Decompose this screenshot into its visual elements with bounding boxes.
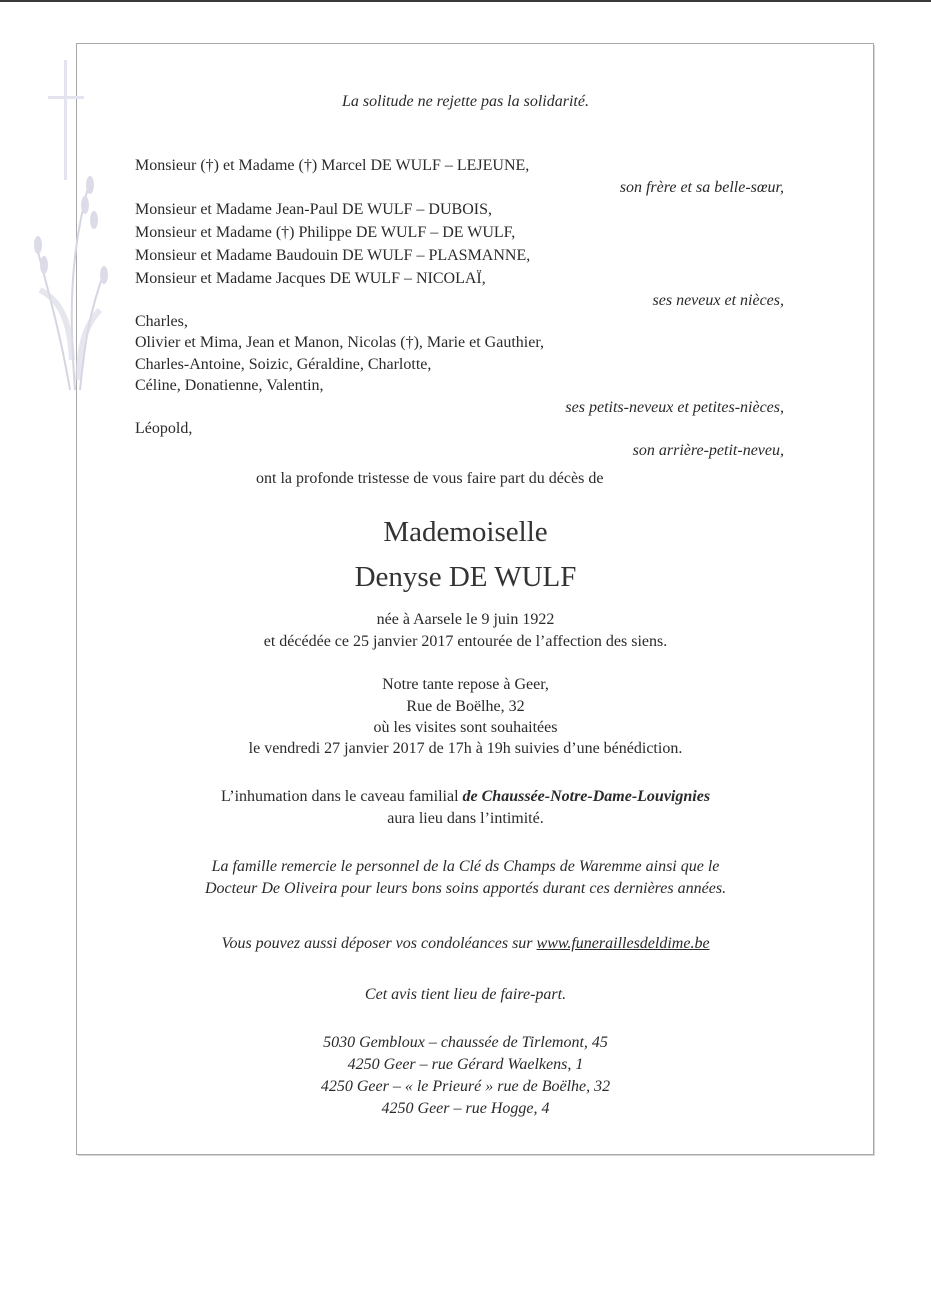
nephew-line: Monsieur et Madame Baudouin DE WULF – PLASMANNE, xyxy=(135,247,531,264)
burial-place: de Chaussée-Notre-Dame-Louvignies xyxy=(462,788,711,805)
condolences-link[interactable]: www.funeraillesdeldime.be xyxy=(536,935,710,952)
grand-nephew-line: Céline, Donatienne, Valentin, xyxy=(135,377,324,394)
condolences-text: Vous pouvez aussi déposer vos condoléances sur xyxy=(221,935,537,952)
great-nephew-line: Léopold, xyxy=(135,420,193,437)
family-role-1: son frère et sa belle-sœur, xyxy=(619,179,784,196)
notice: Cet avis tient lieu de faire-part. xyxy=(364,986,567,1003)
address-line: 4250 Geer – rue Hogge, 4 xyxy=(381,1100,550,1117)
rest-line: Rue de Boëlhe, 32 xyxy=(406,698,525,715)
address-line: 4250 Geer – « le Prieuré » rue de Boëlhe, 32 xyxy=(320,1078,611,1095)
grand-nephew-line: Charles-Antoine, Soizic, Géraldine, Charlotte, xyxy=(135,356,432,373)
address-line: 5030 Gembloux – chaussée de Tirlemont, 45 xyxy=(323,1034,608,1051)
rest-line: Notre tante repose à Geer, xyxy=(382,676,549,693)
condolences-line xyxy=(0,934,931,954)
grand-nephew-line: Charles, xyxy=(135,313,188,330)
nephew-line: Monsieur et Madame (†) Philippe DE WULF – DE WULF, xyxy=(135,224,516,241)
deceased-title: Mademoiselle xyxy=(383,516,548,548)
burial-prefix: L’inhumation dans le caveau familial xyxy=(220,788,463,805)
rest-line: le vendredi 27 janvier 2017 de 17h à 19h suivies d’une bénédiction. xyxy=(248,740,683,757)
thanks-line: Docteur De Oliveira pour leurs bons soins apportés durant ces dernières années. xyxy=(204,880,727,897)
rest-line: où les visites sont souhaitées xyxy=(373,719,558,736)
deceased-name: Denyse DE WULF xyxy=(354,561,577,593)
birth-info: née à Aarsele le 9 juin 1922 xyxy=(376,611,555,628)
burial-line-2: aura lieu dans l’intimité. xyxy=(387,810,544,827)
death-info: et décédée ce 25 janvier 2017 entourée de l’affection des siens. xyxy=(263,633,668,650)
address-line: 4250 Geer – rue Gérard Waelkens, 1 xyxy=(347,1056,584,1073)
burial-line-1 xyxy=(0,787,931,807)
scan-top-edge xyxy=(0,0,931,2)
grand-nephew-line: Olivier et Mima, Jean et Manon, Nicolas (†), Marie et Gauthier, xyxy=(135,334,545,351)
family-role-3: ses petits-neveux et petites-nièces, xyxy=(565,399,784,416)
nephew-line: Monsieur et Madame Jean-Paul DE WULF – DUBOIS, xyxy=(135,201,492,218)
family-line-1: Monsieur (†) et Madame (†) Marcel DE WULF – LEJEUNE, xyxy=(135,157,530,174)
motto: La solitude ne rejette pas la solidarité. xyxy=(342,93,589,110)
family-role-4: son arrière-petit-neveu, xyxy=(632,442,784,459)
nephew-line: Monsieur et Madame Jacques DE WULF – NICOLAÏ, xyxy=(135,270,486,287)
thanks-line: La famille remercie le personnel de la Clé ds Champs de Waremme ainsi que le xyxy=(211,858,720,875)
announcement: ont la profonde tristesse de vous faire part du décès de xyxy=(256,470,604,487)
family-role-2: ses neveux et nièces, xyxy=(652,292,784,309)
